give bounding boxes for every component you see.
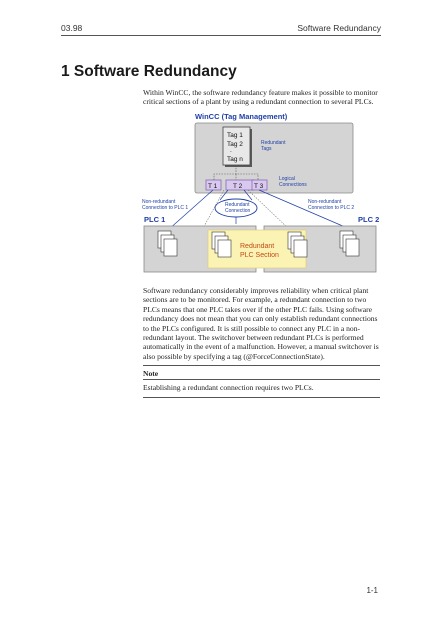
note-mid-rule bbox=[143, 379, 380, 380]
non-redundant-plc1-label-2: Connection to PLC 1 bbox=[142, 205, 189, 211]
logical-connections-label-1: Logical bbox=[279, 176, 295, 182]
wincc-label: WinCC (Tag Management) bbox=[195, 112, 288, 121]
non-redundant-plc1-label-1: Non-redundant bbox=[142, 199, 176, 205]
plc1-redundant-document-stack bbox=[212, 232, 231, 257]
header-chapter: 03.98 bbox=[61, 23, 83, 33]
plc1-label: PLC 1 bbox=[144, 215, 166, 224]
header-section-title: Software Redundancy bbox=[297, 23, 381, 33]
redundant-section-label-2: PLC Section bbox=[240, 252, 279, 259]
tag-dots: . bbox=[230, 147, 232, 154]
note-top-rule bbox=[143, 365, 380, 366]
plc2-document-stack bbox=[340, 231, 359, 256]
header-rule bbox=[61, 35, 381, 36]
page-title: 1 Software Redundancy bbox=[61, 63, 237, 80]
body-paragraph: Software redundancy considerably improves reliability when critical plant sections are to be monitored. For example, a redundant connection to two PLCs means that one PLC takes over if the other PLC fails. Using software redundancy does not mean that you can only establish redundant connections to the PLCs configured. It is still possible to connect any PLC in a non-redundant layout. The switchover between redundant PLCs is performed automatically in the event of a malfunction. However, a manual switchover is also possible by specifying a tag (@ForceConnectionState). bbox=[143, 286, 379, 361]
logical-connections-label-2: Connections bbox=[279, 182, 307, 188]
redundant-tags-label-2: Tags bbox=[261, 146, 272, 152]
tag-1: Tag 1 bbox=[227, 132, 243, 139]
plc2-redundant-document-stack bbox=[288, 232, 307, 257]
redundant-connection-label-2: Connection bbox=[225, 208, 251, 214]
note-text: Establishing a redundant connection requires two PLCs. bbox=[143, 383, 314, 392]
connection-t3-label: T 3 bbox=[254, 183, 264, 190]
note-bottom-rule bbox=[143, 397, 380, 398]
redundant-connection-label-1: Redundant bbox=[225, 202, 250, 208]
tag-2: Tag 2 bbox=[227, 141, 243, 148]
tag-n: Tag n bbox=[227, 156, 243, 163]
non-redundant-plc2-label-1: Non-redundant bbox=[308, 199, 342, 205]
plc2-label: PLC 2 bbox=[358, 215, 380, 224]
page-number: 1-1 bbox=[366, 586, 378, 595]
redundant-section-label-1: Redundant bbox=[240, 243, 275, 250]
redundant-tags-label-1: Redundant bbox=[261, 140, 286, 146]
connection-t1-label: T 1 bbox=[208, 183, 218, 190]
redundancy-diagram bbox=[140, 108, 385, 284]
plc1-document-stack bbox=[158, 231, 177, 256]
non-redundant-plc2-label-2: Connection to PLC 2 bbox=[308, 205, 355, 211]
intro-paragraph: Within WinCC, the software redundancy feature makes it possible to monitor critical sections of a plant by using a redundant connection to several PLCs. bbox=[143, 88, 378, 107]
connection-t2-label: T 2 bbox=[233, 183, 243, 190]
note-heading: Note bbox=[143, 369, 159, 378]
